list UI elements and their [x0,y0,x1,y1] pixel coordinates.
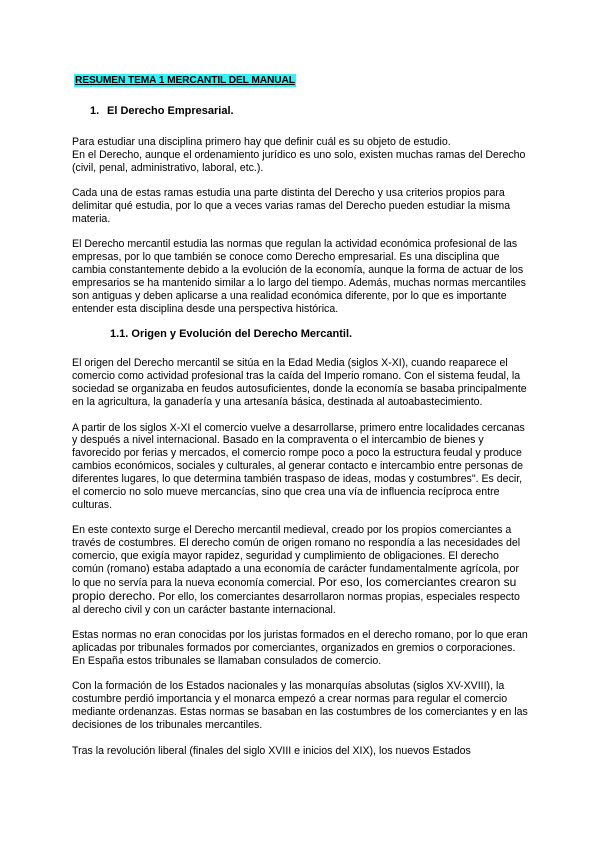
section-title: El Derecho Empresarial. [107,105,234,117]
paragraph-9: Tras la revolución liberal (finales del siglo XVIII e inicios del XIX), los nuevos Estados [72,744,471,757]
paragraph-6-part-c: Por ello, los comerciantes desarrollaron normas propias, especiales respecto al derecho civil y con un carácter bastante internacional. [72,590,520,616]
paragraph-6-part-a: En este contexto surge el Derecho mercantil medieval, creado por los propios comerciantes a través de costumbres. El derecho común de origen romano no respondía a las necesidades del comercio, que exigía mayor rapidez, seguridad y cumplimiento de obligaciones. El derecho común (romano) estaba adaptado a una economía de carácter fundamentalmente agrícola, por lo que no servía para la nueva economía comercial. [72,524,521,589]
paragraph-1-line-a: Para estudiar una disciplina primero hay que definir cuál es su objeto de estudio. [72,136,451,148]
paragraph-7: Estas normas no eran conocidas por los juristas formados en el derecho romano, por lo que eran aplicadas por tribunales formados por comerciantes, organizados en gremios o corporaciones. En España estos tribunales se llamaban consulados de comercio. [72,629,528,667]
paragraph-6-emphasis: Por eso, los comerciantes crearon su propio derecho. [72,574,517,603]
paragraph-6 [72,524,528,616]
paragraph-2: Cada una de estas ramas estudia una parte distinta del Derecho y usa criterios propios para delimitar qué estudia, por lo que a veces varias ramas del Derecho pueden estudiar la misma materia. [72,187,511,226]
section-heading-1 [90,105,528,118]
document-title: RESUMEN TEMA 1 MERCANTIL DEL MANUAL [75,75,295,86]
paragraph-1-line-b: En el Derecho, aunque el ordenamiento jurídico es uno solo, existen muchas ramas del Derecho (civil, penal, administrativo, laboral, etc.). [72,148,526,174]
paragraph-5: A partir de los siglos X-XI el comercio vuelve a desarrollarse, primero entre localidades cercanas y después a nivel internacional. Basado en la compraventa o el intercambio de bienes y favorecido por ferias y mercados, el comercio rompe poco a poco la estructura feudal y produce cambios económicos, sociales y culturales, al generar contacto e intercambio entre personas de diferentes lugares, lo que determina también traspaso de ideas, modas y costumbres". Es decir, el comercio no solo mueve mercancías, sino que crea una vía de influencia recíproca entre culturas. [72,421,525,511]
section-number: 1. [90,105,100,117]
paragraph-3: El Derecho mercantil estudia las normas que regulan la actividad económica profesional de las empresas, por lo que también se conoce como Derecho empresarial. Es una disciplina que cambia constantemente debido a la evolución de la economía, aunque la forma de actuar de los empresarios se ha mantenido similar a lo largo del tiempo. Además, muchas normas mercantiles son antiguas y deben aplicarse a una realidad económica diferente, por lo que es importante entender esta disciplina desde una perspectiva histórica. [72,238,526,315]
paragraph-1 [72,136,528,175]
paragraph-4: El origen del Derecho mercantil se sitúa en la Edad Media (siglos X-XI), cuando reaparece el comercio como actividad profesional tras la caída del Imperio romano. Con el sistema feudal, la sociedad se organizaba en feudos autosuficientes, donde la economía se basaba principalmente en la agricultura, la ganadería y una artesanía básica, destinada al autoabastecimiento. [72,357,527,409]
subsection-heading-1-1: 1.1. Origen y Evolución del Derecho Mercantil. [110,328,353,341]
paragraph-8: Con la formación de los Estados nacionales y las monarquías absolutas (siglos XV-XVIII), la costumbre perdió importancia y el monarca empezó a crear normas para regular el comercio mediante ordenanzas. Estas normas se basaban en las costumbres de los comerciantes y en las decisiones de los tribunales mercantiles. [72,680,528,732]
